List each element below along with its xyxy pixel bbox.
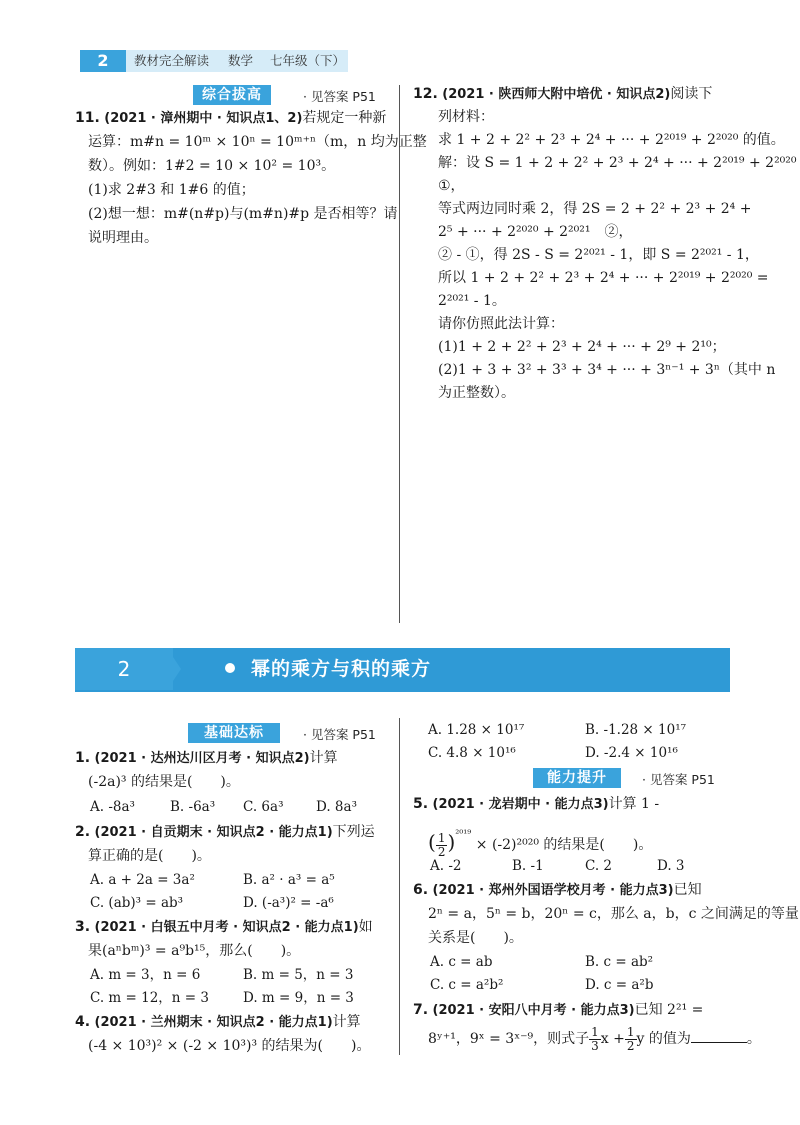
question-7-line-1: 7. (2021 · 安阳八中月考 · 能力点3)已知 2²¹ = xyxy=(413,1002,704,1018)
chapter-banner xyxy=(75,648,730,690)
question-source: (2021 · 郑州外国语学校月考 · 能力点3) xyxy=(432,883,674,898)
question-12-line-11: 请你仿照此法计算： xyxy=(438,316,564,332)
question-6-option-a[interactable]: A. c = ab xyxy=(430,954,493,970)
subject-label: 数学 xyxy=(228,53,254,68)
question-5-line-2: ( $\frac{1}{2}$ )$^{^{2019}}$ × (-2)²⁰²⁰ 的结果是( )。 xyxy=(428,829,653,859)
section-badge-advanced: 能力提升 xyxy=(533,768,621,788)
question-11-part-1: (1)求 2#3 和 1#6 的值； xyxy=(88,182,255,198)
question-number: 11. xyxy=(75,110,100,126)
question-5-option-a[interactable]: A. -2 xyxy=(430,858,462,874)
fraction: $\frac{1}{2}$ xyxy=(626,1024,635,1053)
question-6-line-3: 关系是( )。 xyxy=(428,930,523,946)
answer-reference: · 见答案 P51 xyxy=(642,772,715,787)
question-source: (2021 · 兰州期末 · 知识点2 · 能力点1) xyxy=(94,1015,333,1030)
question-1-option-b[interactable]: B. -6a³ xyxy=(170,799,216,815)
question-number: 3. xyxy=(75,919,91,935)
question-7-line-2: 8ʸ⁺¹，9ˣ = 3ˣ⁻⁹，则式子 $\frac{1}{3}$ x + $\frac{1}{2}$ y 的值为 。 xyxy=(428,1024,761,1053)
chapter-number: 2 xyxy=(75,648,173,690)
question-6-line-1: 6. (2021 · 郑州外国语学校月考 · 能力点3)已知 xyxy=(413,882,702,898)
answer-blank[interactable] xyxy=(691,1029,747,1043)
question-number: 7. xyxy=(413,1002,429,1018)
question-12-line-2: 列材料： xyxy=(438,109,494,125)
question-3-option-b[interactable]: B. m = 5，n = 3 xyxy=(243,967,354,983)
question-4-option-b[interactable]: B. -1.28 × 10¹⁷ xyxy=(585,722,687,738)
section-badge-basic: 基础达标 xyxy=(188,723,280,743)
question-6-option-d[interactable]: D. c = a²b xyxy=(585,977,654,993)
question-1-line-2: (-2a)³ 的结果是( )。 xyxy=(88,774,240,790)
fraction: $\frac{1}{3}$ xyxy=(591,1024,599,1053)
question-12-line-10: 2²⁰²¹ - 1。 xyxy=(438,293,506,309)
answer-reference: · 见答案 P51 xyxy=(303,89,376,104)
question-12-line-6: 等式两边同时乘 2，得 2S = 2 + 2² + 2³ + 2⁴ + xyxy=(438,201,752,217)
question-12-line-12: (1)1 + 2 + 2² + 2³ + 2⁴ + ··· + 2⁹ + 2¹⁰； xyxy=(438,339,726,355)
question-5-line-1: 5. (2021 · 龙岩期中 · 能力点3)计算 1 - xyxy=(413,796,660,812)
question-source: (2021 · 漳州期中 · 知识点1、2) xyxy=(104,111,303,126)
fraction: $\frac{1}{2}$ xyxy=(437,830,446,859)
question-11-part-2-cont: 说明理由。 xyxy=(88,230,158,246)
question-number: 5. xyxy=(413,796,429,812)
question-1-option-c[interactable]: C. 6a³ xyxy=(243,799,284,815)
chapter-underline xyxy=(75,690,730,692)
page-number: 2 xyxy=(80,50,126,72)
question-5-option-d[interactable]: D. 3 xyxy=(657,858,685,874)
question-source: (2021 · 自贡期末 · 知识点2 · 能力点1) xyxy=(94,825,333,840)
question-number: 4. xyxy=(75,1014,91,1030)
question-5-option-b[interactable]: B. -1 xyxy=(512,858,544,874)
question-source: (2021 · 陕西师大附中培优 · 知识点2) xyxy=(442,87,671,102)
question-2-option-d[interactable]: D. (-a³)² = -a⁶ xyxy=(243,895,334,911)
question-6-option-c[interactable]: C. c = a²b² xyxy=(430,977,504,993)
section-badge-comprehensive: 综合拔高 xyxy=(193,85,271,105)
question-12-line-7: 2⁵ + ··· + 2²⁰²⁰ + 2²⁰²¹ ②， xyxy=(438,224,633,240)
question-3-option-d[interactable]: D. m = 9，n = 3 xyxy=(243,990,354,1006)
question-number: 12. xyxy=(413,86,438,102)
question-6-line-2: 2ⁿ = a，5ⁿ = b，20ⁿ = c，那么 a，b，c 之间满足的等量 xyxy=(428,906,799,922)
book-title: 教材完全解读 xyxy=(134,53,210,68)
question-3-line-2: 果(aⁿbᵐ)³ = a⁹b¹⁵，那么( )。 xyxy=(88,943,301,959)
question-3-option-c[interactable]: C. m = 12，n = 3 xyxy=(90,990,209,1006)
question-number: 6. xyxy=(413,882,429,898)
question-12-line-4: 解：设 S = 1 + 2 + 2² + 2³ + 2⁴ + ··· + 2²⁰¹⁹ + 2²⁰²⁰ xyxy=(438,155,797,171)
question-source: (2021 · 龙岩期中 · 能力点3) xyxy=(432,797,609,812)
question-2-option-b[interactable]: B. a² · a³ = a⁵ xyxy=(243,872,335,888)
question-11-line-1: 11. (2021 · 漳州期中 · 知识点1、2)若规定一种新 xyxy=(75,110,387,126)
question-4-line-2: (-4 × 10³)² × (-2 × 10³)³ 的结果为( )。 xyxy=(88,1038,371,1054)
grade-label: 七年级（下） xyxy=(270,53,346,68)
question-number: 2. xyxy=(75,824,91,840)
question-1-line-1: 1. (2021 · 达州达川区月考 · 知识点2)计算 xyxy=(75,750,338,766)
question-3-option-a[interactable]: A. m = 3，n = 6 xyxy=(90,967,201,983)
chapter-dot-icon xyxy=(225,663,235,673)
question-source: (2021 · 白银五中月考 · 知识点2 · 能力点1) xyxy=(94,920,359,935)
question-12-line-5: ①， xyxy=(438,178,465,194)
question-3-line-1: 3. (2021 · 白银五中月考 · 知识点2 · 能力点1)如 xyxy=(75,919,373,935)
answer-reference: · 见答案 P51 xyxy=(303,727,376,742)
question-11-line-3: 数）。例如：1#2 = 10 × 10² = 10³。 xyxy=(88,158,336,174)
question-12-line-3: 求 1 + 2 + 2² + 2³ + 2⁴ + ··· + 2²⁰¹⁹ + 2²⁰²⁰ 的值。 xyxy=(438,132,785,148)
column-divider-top xyxy=(399,85,400,623)
question-5-option-c[interactable]: C. 2 xyxy=(585,858,613,874)
question-12-line-13: (2)1 + 3 + 3² + 3³ + 3⁴ + ··· + 3ⁿ⁻¹ + 3ⁿ（其中 n xyxy=(438,362,776,378)
question-11-line-2: 运算：m#n = 10ᵐ × 10ⁿ = 10ᵐ⁺ⁿ（m，n 均为正整 xyxy=(88,134,427,150)
question-6-option-b[interactable]: B. c = ab² xyxy=(585,954,654,970)
column-divider-bottom xyxy=(399,718,400,1055)
chapter-title: 幂的乘方与积的乘方 xyxy=(251,658,432,680)
question-12-line-14: 为正整数）。 xyxy=(438,385,515,401)
question-1-option-a[interactable]: A. -8a³ xyxy=(90,799,135,815)
question-4-option-a[interactable]: A. 1.28 × 10¹⁷ xyxy=(428,722,525,738)
question-source: (2021 · 安阳八中月考 · 能力点3) xyxy=(432,1003,635,1018)
question-2-line-1: 2. (2021 · 自贡期末 · 知识点2 · 能力点1)下列运 xyxy=(75,824,375,840)
question-source: (2021 · 达州达川区月考 · 知识点2) xyxy=(94,751,310,766)
question-12-line-1: 12. (2021 · 陕西师大附中培优 · 知识点2)阅读下 xyxy=(413,86,713,102)
question-number: 1. xyxy=(75,750,91,766)
question-4-option-d[interactable]: D. -2.4 × 10¹⁶ xyxy=(585,745,678,761)
chapter-notch xyxy=(167,648,181,690)
header-strip xyxy=(126,50,348,72)
question-4-line-1: 4. (2021 · 兰州期末 · 知识点2 · 能力点1)计算 xyxy=(75,1014,361,1030)
question-4-option-c[interactable]: C. 4.8 × 10¹⁶ xyxy=(428,745,516,761)
question-11-part-2: (2)想一想：m#(n#p)与(m#n)#p 是否相等？请 xyxy=(88,206,398,222)
running-header xyxy=(80,50,348,72)
question-2-line-2: 算正确的是( )。 xyxy=(88,848,211,864)
question-2-option-c[interactable]: C. (ab)³ = ab³ xyxy=(90,895,184,911)
question-12-line-9: 所以 1 + 2 + 2² + 2³ + 2⁴ + ··· + 2²⁰¹⁹ + 2²⁰²⁰ = xyxy=(438,270,769,286)
question-1-option-d[interactable]: D. 8a³ xyxy=(316,799,357,815)
question-2-option-a[interactable]: A. a + 2a = 3a² xyxy=(90,872,195,888)
question-12-line-8: ② - ①，得 2S - S = 2²⁰²¹ - 1，即 S = 2²⁰²¹ - 1， xyxy=(438,247,759,263)
